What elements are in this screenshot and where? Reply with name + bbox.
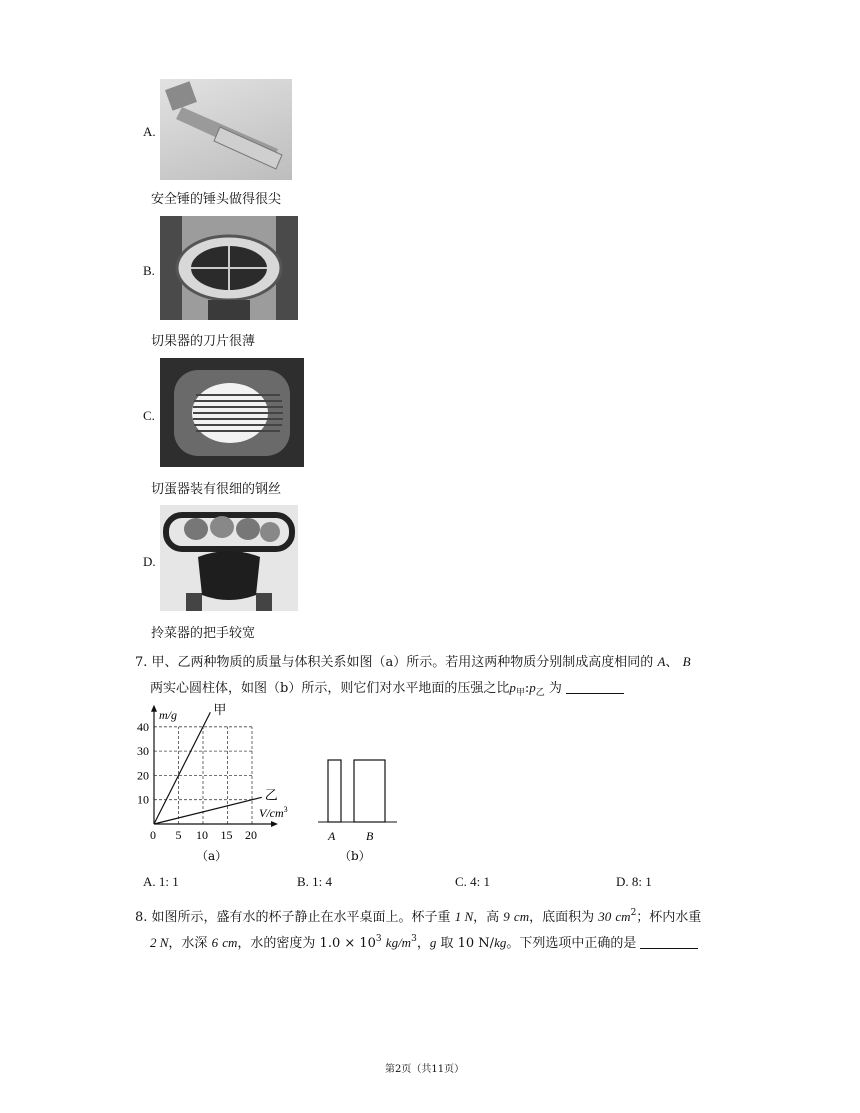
x-tick-label: 20 [245,828,257,842]
cylinder-a [328,760,341,822]
series-line-1 [154,797,262,824]
q8-text: 取 [440,936,454,951]
fruit-cutter-photo [160,216,298,320]
q8-text: 如图所示，盛有水的杯子静止在水平桌面上。杯子重 [151,910,451,925]
option-b-letter: B. [143,263,155,278]
answer-blank-7[interactable] [566,679,624,694]
x-tick-label: 15 [220,828,233,842]
q7-option-d[interactable]: D. 8: 1 [616,874,652,889]
q8-superscript: 3 [411,934,417,944]
option-a-letter: A. [143,124,156,139]
egg-slicer-photo [160,358,304,467]
q8-superscript: 2 [630,908,637,918]
q8-unit: kg [494,935,507,950]
q8-area: 30 [598,909,612,924]
q8-text: 。下列选项中正确的是 [506,936,637,951]
ratio-colon: : [524,681,530,696]
q8-density: 1.0 × 10 [319,936,376,951]
q7-option-a[interactable]: A. 1: 1 [143,874,179,889]
q8-text: ，水深 [168,936,208,951]
q8-unit: cm [615,909,631,924]
y-tick-label: 40 [137,719,149,734]
q7-option-c[interactable]: C. 4: 1 [455,874,491,889]
mass-volume-chart [128,702,308,872]
figure-a-caption: （a） [196,849,228,863]
x-tick-label: 0 [150,828,156,842]
figure-b-caption: （b） [339,849,371,863]
object-b-label: B [682,654,691,669]
q8-text: ，底面积为 [529,910,595,925]
q8-text: ，水的密度为 [237,936,316,951]
option-c-letter: C. [143,408,155,423]
q8-cup-height: 9 [503,909,510,924]
page-footer: 第2页（共11页） [385,1064,465,1075]
question-7-line-1 [135,650,691,675]
safety-hammer-photo [160,79,292,180]
q8-cup-weight: 1 N [454,909,474,924]
x-tick-label: 5 [175,828,182,842]
vegetable-carrier-photo [160,505,298,611]
subscript-jia: 甲 [515,688,525,698]
q8-g-value: 10 N/ [457,936,495,951]
q8-text: ， [416,936,430,951]
series-label-1: 乙 [264,788,278,804]
cylinders-figure [315,752,405,867]
y-axis-label: m/g [159,708,177,722]
x-axis-label: $V/cm^3$ [259,805,288,820]
question-7-line-2 [150,676,624,705]
pressure-symbol-jia: p [509,680,516,695]
cylinder-b [354,760,385,822]
pressure-symbol-yi: p [529,680,536,695]
question-7-text-1: 甲、乙两种物质的质量与体积关系如图（a）所示。若用这两种物质分别制成高度相同的 [151,655,654,670]
subscript-yi: 乙 [535,688,545,698]
q8-unit: kg/m [385,935,412,950]
question-8-line-2 [150,927,698,956]
option-d-letter: D. [143,554,156,569]
x-axis-arrow [271,821,278,827]
option-d-caption: 拎菜器的把手较宽 [151,626,256,641]
y-tick-label: 30 [137,744,149,759]
question-7-number: 7. [135,655,148,670]
x-tick-label: 10 [196,828,208,842]
question-7-text-3: 为 [548,681,562,696]
q8-text: ，高 [473,910,500,925]
y-tick-label: 10 [137,792,149,807]
q8-unit: cm [222,935,238,950]
y-axis-arrow [151,705,157,712]
series-line-0 [154,712,210,824]
cylinder-b-label: B [366,829,374,843]
question-8-line-1 [135,901,701,930]
q8-text: ；杯内水重 [636,910,702,925]
question-7-sep: 、 [665,655,679,670]
answer-blank-8[interactable] [640,934,698,949]
q8-g-symbol: g [429,935,437,950]
q8-unit: cm [513,909,530,924]
q7-option-b[interactable]: B. 1: 4 [297,874,333,889]
object-a-label: A [657,654,666,669]
q8-superscript: 3 [375,934,382,944]
y-tick-label: 20 [137,768,149,783]
series-label-0: 甲 [213,703,227,719]
question-7-text-2: 两实心圆柱体，如图（b）所示，则它们对水平地面的压强之比 [150,681,510,696]
chart-grid [154,727,252,824]
option-c-caption: 切蛋器装有很细的钢丝 [151,482,282,497]
option-b-caption: 切果器的刀片很薄 [151,334,256,349]
question-8-number: 8. [135,910,148,925]
cylinder-a-label: A [328,829,336,843]
option-a-caption: 安全锤的锤头做得很尖 [151,192,282,207]
q8-water-weight: 2 N [150,935,169,950]
q8-water-depth: 6 [211,935,219,950]
